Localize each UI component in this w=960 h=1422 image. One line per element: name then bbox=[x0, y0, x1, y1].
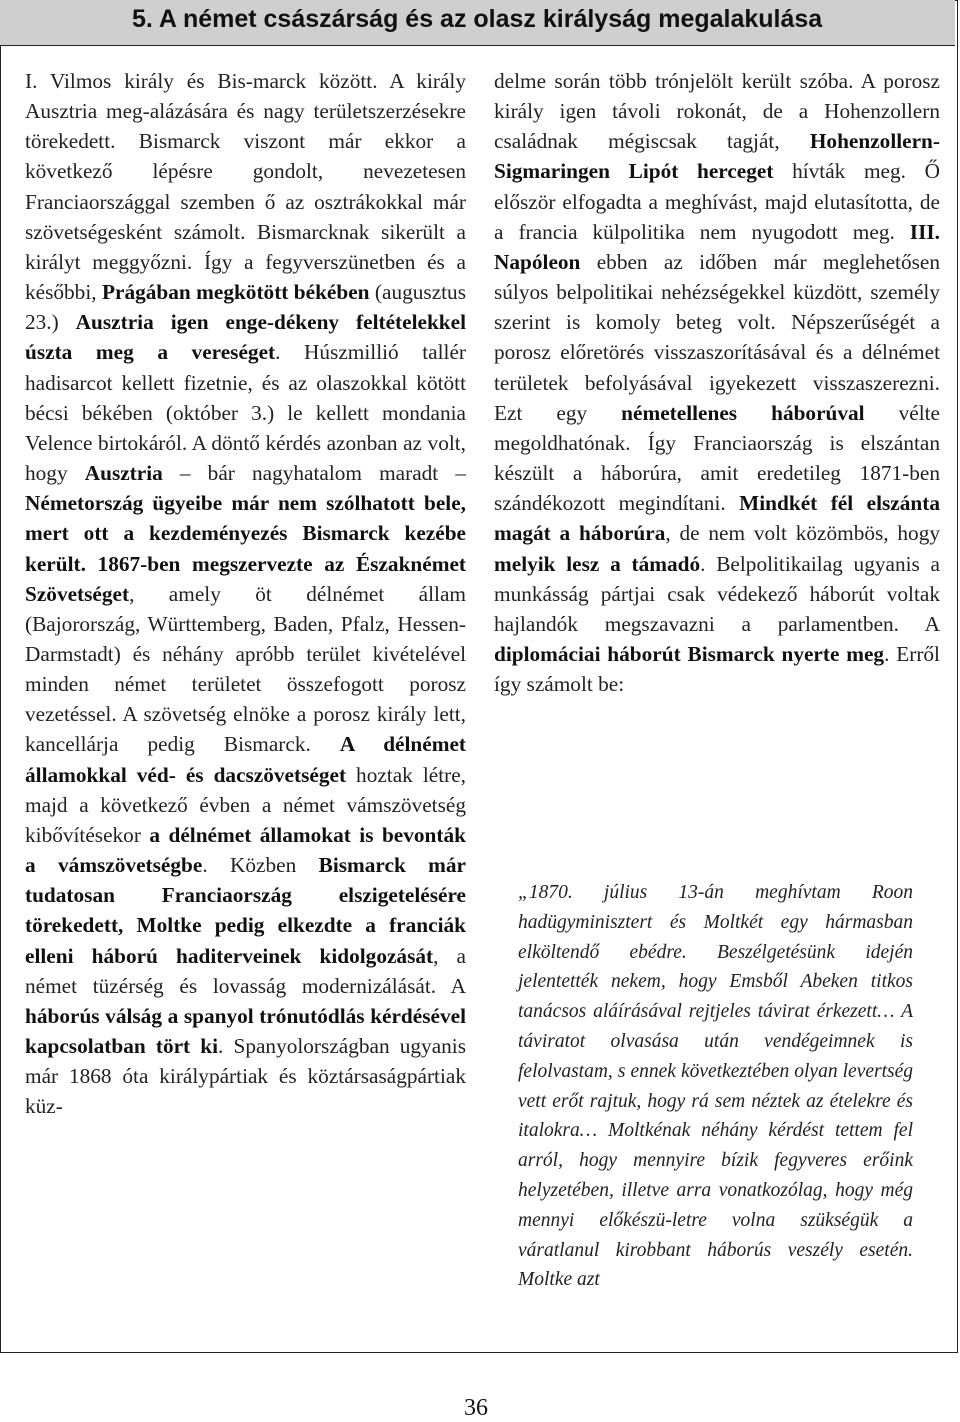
bold-run: háborús válság a spanyol trónutódlás kérdésével kapcsolatban tört ki bbox=[25, 1003, 466, 1058]
chapter-header bbox=[0, 0, 955, 46]
right-text-column bbox=[494, 66, 940, 699]
bold-run: III. Napóleon bbox=[494, 219, 940, 274]
text-run: delme során több trónjelölt került szóba. A porosz király igen távoli rokonát, de a Hohenzollern családnak mégiscsak tagját, bbox=[494, 69, 940, 154]
text-run: . Belpolitikailag ugyanis a munkásság pártjai csak védekező háborút voltak hajlandók megszavazni a parlamentben. A bbox=[494, 551, 941, 636]
text-run: (augusztus 23.) bbox=[25, 280, 466, 335]
text-run: vélte megoldhatónak. Így Franciaország is elszántan készült a háborúra, amit eredetileg 1871-ben szándékozott megindítani. bbox=[494, 400, 940, 516]
bold-run: A délnémet államokkal véd- és dacszövetséget bbox=[25, 732, 467, 787]
bold-run: Prágában megkötött békében bbox=[101, 280, 370, 305]
bold-run: diplomáciai háborút Bismarck nyerte meg bbox=[494, 641, 885, 666]
text-run: hívták meg. Ő először elfogadta a meghívást, majd elutasította, de a francia külpolitika nem nyugodott meg. bbox=[494, 159, 940, 244]
text-run: ebben az időben már meglehetősen súlyos belpolitikai nehézségekkel küzdött, személy szerint is komoly beteg volt. Népszerűségét a porosz előretörés visszaszorításával és a délnémet területek befolyásával igyekezett visszaszerezni. Ezt egy bbox=[494, 249, 940, 425]
bold-run: németellenes háborúval bbox=[621, 400, 865, 425]
text-run: . Erről így számolt be: bbox=[494, 641, 940, 697]
text-run: I. Vilmos király és Bis-marck között. A király Ausztria meg-alázására és nagy területszerzésekre törekedett. Bismarck viszont már ekkor a következő lépésre gondolt, nevezetesen Franciaországgal szemben ő az osztrákokkal már szövetségesként számolt. Bismarcknak sikerült a királyt meggyőzni. Így a fegyverszünetben és a későbbi, bbox=[25, 69, 466, 305]
text-run: – bár nagyhatalom maradt – bbox=[162, 461, 466, 486]
text-run: , a német tüzérség és lovasság modernizálását. A bbox=[25, 943, 466, 998]
text-run: hoztak létre, majd a következő évben a német vámszövetség kibővítésekor bbox=[25, 762, 466, 847]
left-text-column bbox=[25, 66, 466, 1121]
bold-run: melyik lesz a támadó bbox=[494, 551, 701, 576]
bismarck-quote: „1870. július 13-án meghívtam Roon hadügyminisztert és Moltkét egy hármasban elköltendő ebédre. Beszélgetésünk idején jelentették nekem, hogy Emsből Abeken titkos tanácsos aláírásával rejtjeles távirat érkezett… A táviratot olvasása után vendégeimnek is felolvastam, s ennek következtében olyan levertség vett erőt rajtuk, hogy rá sem néztek az ételekre és italokra… Moltkénak néhány kérdést tettem fel arról, hogy mennyire bízik fegyveres erőink helyzetében, illetve arra vonatkozólag, hogy még mennyi előkészü-letre volna szükségük a váratlanul kirobbant háborús veszély esetén. Moltke azt bbox=[518, 882, 913, 1291]
bold-run: Ausztria igen enge-dékeny feltételekkel úszta meg a vereséget bbox=[25, 310, 466, 365]
chapter-title: 5. A német császárság és az olasz királyság megalakulása bbox=[132, 5, 823, 33]
bold-run: Németország ügyeibe már nem szólhatott bele, mert ott a kezdeményezés Bismarck kezébe került. 1867-ben megszervezte az Északnémet Szövetséget bbox=[25, 491, 466, 606]
bold-run: Mindkét fél elszánta magát a háborúra bbox=[494, 491, 940, 546]
bold-run: a délnémet államokat is bevonták a vámszövetségbe bbox=[25, 822, 466, 878]
text-run: . Közben bbox=[202, 853, 319, 878]
text-run: , de nem volt közömbös, hogy bbox=[665, 521, 940, 546]
text-run: , amely öt délnémet állam (Bajorország, Württemberg, Baden, Pfalz, Hessen-Darmstadt) és néhány apróbb terület kivételével minden német területet összefogott porosz vezetéssel. A szövetség elnöke a porosz király lett, kancellárja pedig Bismarck. bbox=[25, 581, 466, 757]
text-run: . Spanyolországban ugyanis már 1868 óta királypártiak és köztársaságpártiak küz- bbox=[25, 1034, 466, 1119]
bold-run: Hohenzollern-Sigmaringen Lipót herceget bbox=[494, 129, 940, 184]
bold-run: Ausztria bbox=[84, 461, 163, 486]
text-run: . Húszmillió tallér hadisarcot kellett fizetnie, és az olaszokkal kötött bécsi békében (október 3.) le kellett mondania Velence birtokáról. A döntő kérdés azonban az volt, hogy bbox=[25, 340, 467, 486]
bold-run: Bismarck már tudatosan Franciaország elszigetelésére törekedett, Moltke pedig elkezdte a franciák elleni háború haditerveinek kidolgozását bbox=[25, 853, 466, 968]
page-number: 36 bbox=[464, 1395, 488, 1421]
